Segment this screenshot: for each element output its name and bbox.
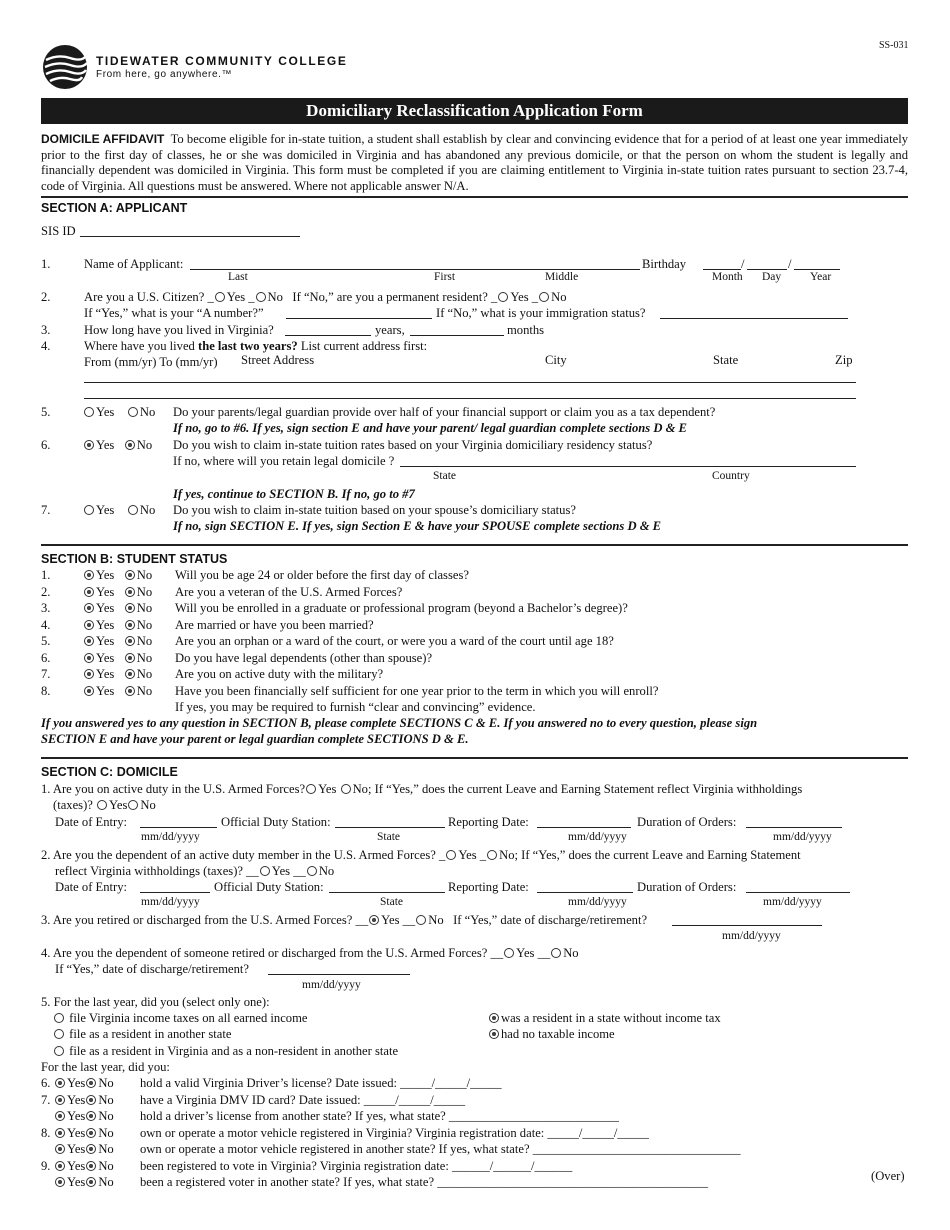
q4-number: 4. — [41, 339, 51, 353]
slash: / — [788, 257, 792, 271]
b-options: Yes No — [83, 585, 152, 600]
last-label: Last — [228, 271, 248, 283]
name-field[interactable] — [190, 269, 640, 270]
b-options: Yes No — [83, 601, 152, 616]
b-question-number: 6. — [41, 651, 51, 665]
c-q5-opt-1: file Virginia income taxes on all earned income — [53, 1011, 307, 1026]
c-q3-no-radio[interactable] — [416, 915, 426, 925]
c-item-no-radio[interactable] — [86, 1078, 96, 1088]
q6-note: If yes, continue to SECTION B. If no, go to #7 — [173, 487, 415, 501]
c-q4-yes-radio[interactable] — [504, 948, 514, 958]
q7-number: 7. — [41, 503, 51, 517]
b-question-text: Are you a veteran of the U.S. Armed Forces? — [175, 585, 403, 599]
b-yes-radio[interactable] — [84, 636, 94, 646]
c-q5-opt-3: file as a resident in Virginia and as a non-resident in another state — [53, 1044, 398, 1059]
q7-note: If no, sign SECTION E. If yes, sign Section E & have your SPOUSE complete sections D & E — [173, 519, 662, 533]
birthday-year-field[interactable] — [794, 269, 840, 270]
q7-no-radio[interactable] — [128, 505, 138, 515]
q5-no-radio[interactable] — [128, 407, 138, 417]
c-item-text: have a Virginia DMV ID card? Date issued: _____/_____/_____ — [140, 1093, 466, 1107]
b-options: Yes No — [83, 634, 152, 649]
c-item-no-radio[interactable] — [86, 1177, 96, 1187]
q6-yes-radio[interactable] — [84, 440, 94, 450]
b-question-text: Will you be age 24 or older before the first day of classes? — [175, 568, 469, 582]
month-label: Month — [712, 271, 743, 283]
c-item-options: Yes No — [54, 1076, 114, 1091]
c-item-yes-radio[interactable] — [55, 1111, 65, 1121]
b-yes-radio[interactable] — [84, 587, 94, 597]
c-item-options: Yes No — [54, 1126, 114, 1141]
b-options: Yes No — [83, 568, 152, 583]
c-q1-station-label: Official Duty Station: — [221, 815, 331, 829]
c-q4-no-radio[interactable] — [551, 948, 561, 958]
a-number-label: If “Yes,” what is your “A number?” — [84, 306, 264, 320]
q5-note: If no, go to #6. If yes, sign section E and have your parent/ legal guardian complete sections D & E — [173, 421, 687, 435]
citizen-no-radio[interactable] — [256, 292, 266, 302]
q2-line1: Are you a U.S. Citizen? _ Yes _ No If “No,” are you a permanent resident? _ Yes _ No — [84, 290, 567, 304]
citizen-yes-radio[interactable] — [215, 292, 225, 302]
q6-text2: If no, where will you retain legal domicile ? — [173, 454, 395, 468]
b-question-text: Will you be enrolled in a graduate or professional program (beyond a Bachelor’s degree)? — [175, 601, 628, 615]
c-q5-opt-2-radio[interactable] — [54, 1029, 64, 1039]
q6-text: Do you wish to claim in-state tuition rates based on your Virginia domiciliary residency status? — [173, 438, 653, 452]
c-item-no-radio[interactable] — [86, 1144, 96, 1154]
q6-number: 6. — [41, 438, 51, 452]
address-line-1[interactable] — [84, 382, 856, 383]
form-title: Domiciliary Reclassification Application Form — [41, 98, 908, 124]
b-no-radio[interactable] — [125, 603, 135, 613]
college-logo-icon — [42, 44, 88, 90]
c-item-options: Yes No — [54, 1175, 114, 1190]
c-item-number: 6. — [41, 1076, 51, 1090]
city-label: City — [545, 353, 567, 367]
a-number-field[interactable] — [286, 318, 432, 319]
mmddyyyy-label: mm/dd/yyyy — [141, 831, 200, 843]
mmddyyyy-label: mm/dd/yyyy — [773, 831, 832, 843]
legal-domicile-field[interactable] — [400, 466, 856, 467]
state-label: State — [380, 896, 403, 908]
c-item-number: 7. — [41, 1093, 51, 1107]
c-item-options: Yes No — [54, 1093, 114, 1108]
c-q2-line1: 2. Are you the dependent of an active duty member in the U.S. Armed Forces? _ Yes _ No; If “Yes,” does the current Leave and Earning Statement — [41, 848, 801, 862]
c-item-yes-radio[interactable] — [55, 1128, 65, 1138]
b-yes-radio[interactable] — [84, 653, 94, 663]
c-q5-opt-3-radio[interactable] — [54, 1046, 64, 1056]
q5-text: Do your parents/legal guardian provide over half of your financial support or claim you as a tax dependent? — [173, 405, 716, 419]
mmddyyyy-label: mm/dd/yyyy — [141, 896, 200, 908]
mmddyyyy-label: mm/dd/yyyy — [568, 831, 627, 843]
c-item-text: own or operate a motor vehicle registered in another state? If yes, what state? _________________________________ — [140, 1142, 741, 1156]
c-item-yes-radio[interactable] — [55, 1177, 65, 1187]
domicile-affidavit — [41, 132, 908, 194]
sis-id-label: SIS ID — [41, 224, 76, 238]
b-yes-radio[interactable] — [84, 686, 94, 696]
birthday-day-field[interactable] — [747, 269, 787, 270]
b-question-number: 2. — [41, 585, 51, 599]
c-q2-reporting-label: Reporting Date: — [448, 880, 529, 894]
b-yes-radio[interactable] — [84, 603, 94, 613]
c-q5-text: 5. For the last year, did you (select only one): — [41, 995, 270, 1009]
divider — [41, 196, 908, 198]
birthday-month-field[interactable] — [703, 269, 741, 270]
b-yes-radio[interactable] — [84, 620, 94, 630]
c-item-text: been a registered voter in another state? If yes, what state? ___________________________________________ — [140, 1175, 708, 1189]
q5-options: Yes No — [83, 405, 155, 420]
c-q4-date-field[interactable] — [268, 974, 410, 975]
c-item-text: been registered to vote in Virginia? Virginia registration date: ______/______/______ — [140, 1159, 573, 1173]
c-item-yes-radio[interactable] — [55, 1144, 65, 1154]
c-q2-station-field[interactable] — [329, 892, 445, 893]
c-item-text: hold a driver’s license from another state? If yes, what state? ___________________________ — [140, 1109, 619, 1123]
b-question-number: 1. — [41, 568, 51, 582]
c-item-number: 8. — [41, 1126, 51, 1140]
c-q5-opt-5-radio[interactable] — [489, 1029, 499, 1039]
months-label: months — [507, 323, 545, 337]
b-question-number: 4. — [41, 618, 51, 632]
c-item-text: hold a valid Virginia Driver’s license? Date issued: _____/_____/_____ — [140, 1076, 502, 1090]
mmddyyyy-label: mm/dd/yyyy — [722, 930, 781, 942]
resident-no-radio[interactable] — [539, 292, 549, 302]
months-field[interactable] — [410, 335, 504, 336]
c-q1-duration-field[interactable] — [746, 827, 842, 828]
divider — [41, 757, 908, 759]
b-no-radio[interactable] — [125, 587, 135, 597]
q5-number: 5. — [41, 405, 51, 419]
b-no-radio[interactable] — [125, 653, 135, 663]
c-q1-reporting-field[interactable] — [537, 827, 631, 828]
q6-options: Yes No — [83, 438, 152, 453]
section-c-title: SECTION C: DOMICILE — [41, 765, 178, 779]
c-item-yes-radio[interactable] — [55, 1161, 65, 1171]
c-q1-entry-field[interactable] — [140, 827, 217, 828]
resident-yes-radio[interactable] — [498, 292, 508, 302]
c-q3-yes-radio[interactable] — [369, 915, 379, 925]
over-label: (Over) — [871, 1169, 905, 1183]
immigration-status-field[interactable] — [660, 318, 848, 319]
c-q5-opt-5: had no taxable income — [488, 1027, 615, 1042]
c-item-yes-radio[interactable] — [55, 1095, 65, 1105]
q7-options: Yes No — [83, 503, 155, 518]
q6-country-label: Country — [712, 470, 750, 482]
b-question-number: 3. — [41, 601, 51, 615]
birthday-label: Birthday — [642, 257, 687, 271]
years-field[interactable] — [285, 335, 371, 336]
state-label: State — [377, 831, 400, 843]
q1-number: 1. — [41, 257, 51, 271]
q7-text: Do you wish to claim in-state tuition based on your spouse’s domiciliary status? — [173, 503, 576, 517]
b-options: Yes No — [83, 651, 152, 666]
mmddyyyy-label: mm/dd/yyyy — [302, 979, 361, 991]
street-label: Street Address — [241, 353, 315, 367]
section-b-instruction-1: If you answered yes to any question in SECTION B, please complete SECTIONS C & E. If you answered no to every question, please sign — [41, 716, 758, 730]
mmddyyyy-label: mm/dd/yyyy — [763, 896, 822, 908]
b-no-radio[interactable] — [125, 636, 135, 646]
c-q1-no-radio[interactable] — [341, 784, 351, 794]
c-q1-entry-label: Date of Entry: — [55, 815, 128, 829]
state-label: State — [713, 353, 739, 367]
mmddyyyy-label: mm/dd/yyyy — [568, 896, 627, 908]
name-label: Name of Applicant: — [84, 257, 184, 271]
section-a-title: SECTION A: APPLICANT — [41, 201, 188, 215]
college-tagline: From here, go anywhere.™ — [96, 69, 233, 80]
b-question-text: Have you been financially self sufficient for one year prior to the term in which you will enroll? — [175, 684, 659, 698]
b-options: Yes No — [83, 667, 152, 682]
c-q1-station-field[interactable] — [335, 827, 445, 828]
b-question-number: 7. — [41, 667, 51, 681]
c-item-options: Yes No — [54, 1159, 114, 1174]
q8-note: If yes, you may be required to furnish “clear and convincing” evidence. — [175, 700, 536, 714]
c-q1-reporting-label: Reporting Date: — [448, 815, 529, 829]
b-no-radio[interactable] — [125, 686, 135, 696]
q5-yes-radio[interactable] — [84, 407, 94, 417]
c-q1-line2: (taxes)? Yes No — [53, 798, 156, 812]
first-label: First — [434, 271, 456, 283]
b-question-text: Are married or have you been married? — [175, 618, 374, 632]
c-q3-line: 3. Are you retired or discharged from the U.S. Armed Forces? __ Yes __ No If “Yes,” date of discharge/retirement? — [41, 913, 648, 927]
c-item-text: own or operate a motor vehicle registered in Virginia? Virginia registration date: _____/_____/_____ — [140, 1126, 649, 1140]
b-question-text: Do you have legal dependents (other than spouse)? — [175, 651, 433, 665]
c-q2-duration-field[interactable] — [746, 892, 850, 893]
c-q1-yes-radio[interactable] — [306, 784, 316, 794]
c-q5-opt-4-radio[interactable] — [489, 1013, 499, 1023]
address-line-2[interactable] — [84, 398, 856, 399]
b-options: Yes No — [83, 684, 152, 699]
b-question-text: Are you an orphan or a ward of the court, or were you a ward of the court until age 18? — [175, 634, 614, 648]
c-item-options: Yes No — [54, 1109, 114, 1124]
q3-text: How long have you lived in Virginia? — [84, 323, 274, 337]
c-item-no-radio[interactable] — [86, 1095, 96, 1105]
b-yes-radio[interactable] — [84, 669, 94, 679]
college-name: TIDEWATER COMMUNITY COLLEGE — [96, 54, 348, 68]
c-q2-yes-radio[interactable] — [446, 850, 456, 860]
b-no-radio[interactable] — [125, 570, 135, 580]
c-item-no-radio[interactable] — [86, 1128, 96, 1138]
divider — [41, 544, 908, 546]
c-q4-line: 4. Are you the dependent of someone retired or discharged from the U.S. Armed Forces? __ Yes __ No — [41, 946, 579, 960]
section-b-title: SECTION B: STUDENT STATUS — [41, 552, 228, 566]
c-q2-tax-yes-radio[interactable] — [260, 866, 270, 876]
b-yes-radio[interactable] — [84, 570, 94, 580]
sis-id-field[interactable] — [80, 236, 300, 237]
middle-label: Middle — [545, 271, 579, 283]
form-code: SS-031 — [879, 40, 909, 51]
c-item-no-radio[interactable] — [86, 1111, 96, 1121]
c-q4-date-label: If “Yes,” date of discharge/retirement? — [55, 962, 249, 976]
c-q2-tax-no-radio[interactable] — [307, 866, 317, 876]
q6-state-label: State — [433, 470, 456, 482]
q3-number: 3. — [41, 323, 51, 337]
c-q2-duration-label: Duration of Orders: — [637, 880, 737, 894]
slash: / — [741, 257, 745, 271]
c-item-options: Yes No — [54, 1142, 114, 1157]
b-options: Yes No — [83, 618, 152, 633]
c-q2-entry-label: Date of Entry: — [55, 880, 128, 894]
c-q2-line2: reflect Virginia withholdings (taxes)? __ Yes __ No — [55, 864, 335, 878]
c-q5-opt-2: file as a resident in another state — [53, 1027, 231, 1042]
years-label: years, — [375, 323, 405, 337]
c-item-number: 9. — [41, 1159, 51, 1173]
year-label: Year — [810, 271, 832, 283]
c-q2-entry-field[interactable] — [140, 892, 210, 893]
b-no-radio[interactable] — [125, 669, 135, 679]
b-no-radio[interactable] — [125, 620, 135, 630]
section-b-instruction-2: SECTION E and have your parent or legal guardian complete SECTIONS D & E. — [41, 732, 469, 746]
zip-label: Zip — [835, 353, 853, 367]
c-item-no-radio[interactable] — [86, 1161, 96, 1171]
affidavit-text: To become eligible for in-state tuition, a student shall establish by clear and convincing evidence that for a period of at least one year immediately prior to the first day of classes, he or she was domiciled in Virginia and has abandoned any previous domicile, or that the person on whom the student is legally and financially dependent was domiciled in Virginia. This form must be completed if you are claiming entitlement to Virginia in-state tuition rates pursuant to section 23.7-4, code of Virginia. All questions must be answered. Where not applicable answer N/A. — [41, 132, 909, 193]
q4-text: Where have you lived the last two years? List current address first: — [84, 339, 428, 353]
day-label: Day — [762, 271, 782, 283]
for-last-year-label: For the last year, did you: — [41, 1060, 170, 1074]
c-q5-opt-4: was a resident in a state without income tax — [488, 1011, 721, 1026]
b-question-number: 8. — [41, 684, 51, 698]
c-q1-duration-label: Duration of Orders: — [637, 815, 737, 829]
b-question-text: Are you on active duty with the military? — [175, 667, 384, 681]
c-q1-tax-yes-radio[interactable] — [97, 800, 107, 810]
from-to-label: From (mm/yr) To (mm/yr) — [84, 355, 218, 369]
c-q5-opt-1-radio[interactable] — [54, 1013, 64, 1023]
b-question-number: 5. — [41, 634, 51, 648]
q2-number: 2. — [41, 290, 51, 304]
immigration-status-label: If “No,” what is your immigration status? — [436, 306, 646, 320]
c-q1-tax-no-radio[interactable] — [128, 800, 138, 810]
c-item-yes-radio[interactable] — [55, 1078, 65, 1088]
c-q2-no-radio[interactable] — [487, 850, 497, 860]
q6-no-radio[interactable] — [125, 440, 135, 450]
affidavit-label: DOMICILE AFFIDAVIT — [41, 132, 165, 146]
c-q2-station-label: Official Duty Station: — [214, 880, 324, 894]
c-q3-date-field[interactable] — [672, 925, 822, 926]
c-q2-reporting-field[interactable] — [537, 892, 633, 893]
c-q1-line1: 1. Are you on active duty in the U.S. Armed Forces? Yes No; If “Yes,” does the current Leave and Earning Statement reflect Virginia withholdings — [41, 782, 803, 796]
q7-yes-radio[interactable] — [84, 505, 94, 515]
